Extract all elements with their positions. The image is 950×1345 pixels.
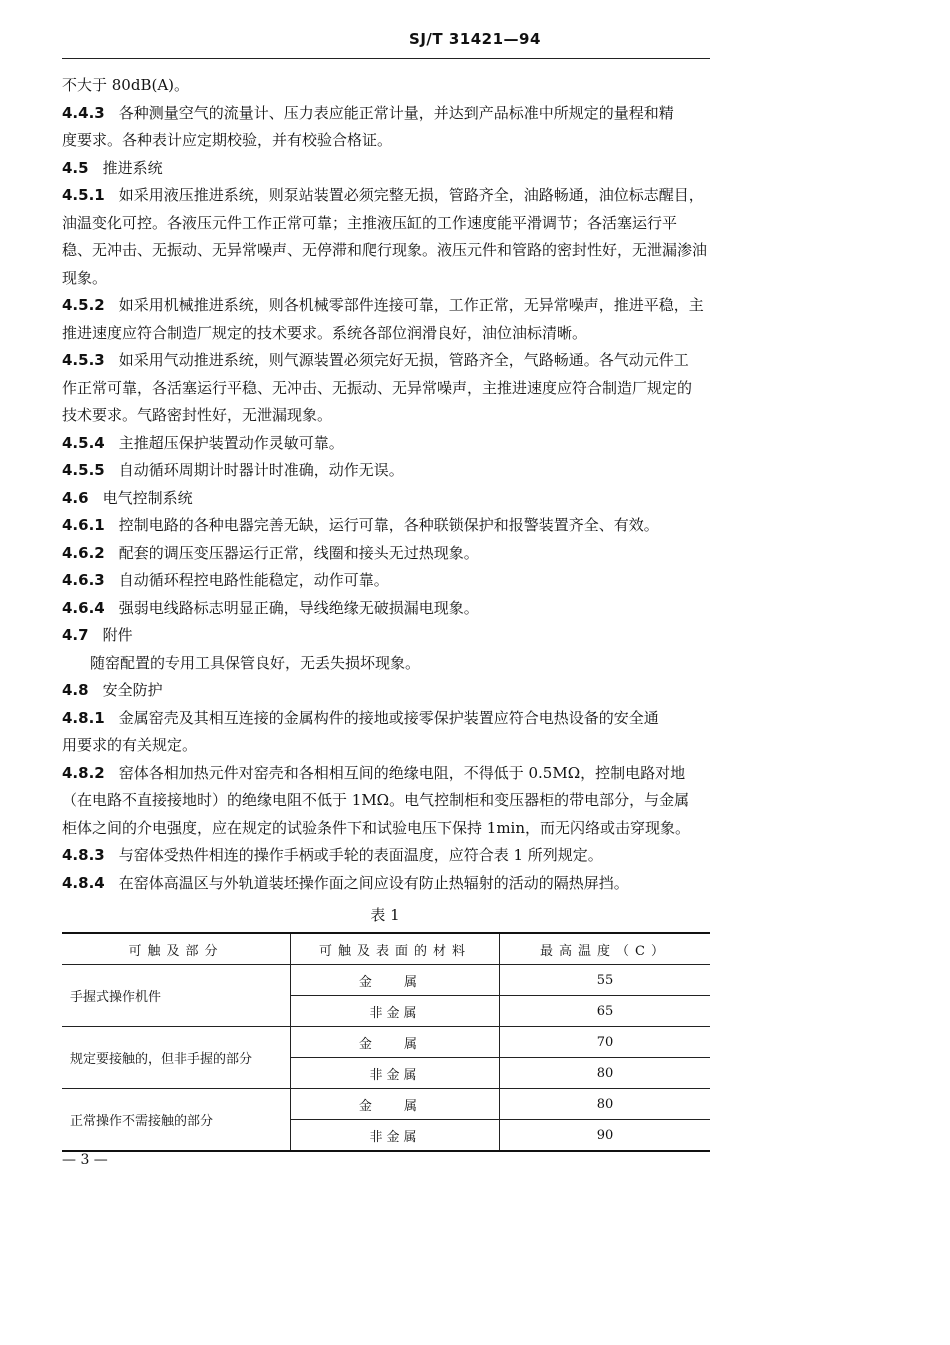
text-line [62, 567, 712, 595]
clause-number: 4.6.1 [62, 516, 105, 534]
clause-number: 4.5.2 [62, 296, 105, 314]
text-line [62, 485, 712, 513]
clause-text: 强弱电线路标志明显正确，导线绝缘无破损漏电现象。 [118, 598, 479, 617]
text-line [62, 815, 712, 843]
text-line [62, 760, 712, 788]
text-line [62, 705, 712, 733]
temperature-cell: 80 [500, 1058, 711, 1089]
clause-text: 不大于 80dB(A)。 [62, 76, 190, 94]
text-line [62, 347, 712, 375]
material-cell: 金 属 [291, 965, 500, 996]
clause-number: 4.5.4 [62, 433, 105, 452]
clause-text: 控制电路的各种电器完善无缺，运行可靠，各种联锁保护和报警装置齐全、有效。 [118, 516, 659, 534]
part-cell: 规定要接触的，但非手握的部分 [62, 1027, 291, 1089]
text-line [62, 265, 712, 293]
text-line [62, 292, 712, 320]
temperature-cell: 70 [500, 1027, 711, 1058]
clause-number: 4.8.1 [62, 708, 105, 727]
clause-text: 自动循环程控电路性能稳定，动作可靠。 [118, 571, 389, 589]
text-line [62, 72, 712, 100]
clause-text: 主推超压保护装置动作灵敏可靠。 [118, 433, 344, 452]
text-line [62, 732, 712, 760]
clause-text: 随窑配置的专用工具保管良好，无丢失损坏现象。 [90, 653, 421, 672]
clause-number: 4.5.5 [62, 461, 105, 479]
clause-number: 4.6.3 [62, 571, 105, 589]
table-row [62, 1027, 710, 1058]
clause-number: 4.7 [62, 626, 89, 644]
clause-text: 如采用气动推进系统，则气源装置必须完好无损，管路齐全，气路畅通。各气动元件工 [118, 351, 689, 369]
clause-text: 电气控制系统 [102, 488, 193, 507]
clause-text: 如采用液压推进系统，则泵站装置必须完整无损，管路齐全，油路畅通，油位标志醒目， [118, 186, 704, 204]
text-line [62, 100, 712, 128]
clause-text: 配套的调压变压器运行正常，线圈和接头无过热现象。 [118, 543, 479, 562]
clause-number: 4.5.3 [62, 351, 105, 369]
text-line [62, 155, 712, 183]
clause-text: 技术要求。气路密封性好，无泄漏现象。 [62, 406, 333, 424]
page-header: SJ/T 31421—94 [409, 30, 541, 48]
clause-text: （在电路不直接接地时）的绝缘电阻不低于 1MΩ。电气控制柜和变压器柜的带电部分，与金属 [62, 791, 690, 809]
clause-text: 窑体各相加热元件对窑壳和各相相互间的绝缘电阻，不得低于 0.5MΩ，控制电路对地 [118, 763, 686, 782]
clause-text: 安全防护 [102, 681, 163, 699]
clause-text: 现象。 [62, 268, 108, 287]
clause-number: 4.6.2 [62, 543, 105, 562]
text-line [62, 320, 712, 348]
text-line [62, 375, 712, 403]
clause-text: 在窑体高温区与外轨道装坯操作面之间应设有防止热辐射的活动的隔热屏挡。 [118, 873, 629, 892]
clause-text: 用要求的有关规定。 [62, 736, 198, 754]
clause-text: 如采用机械推进系统，则各机械零部件连接可靠，工作正常，无异常噪声，推进平稳，主 [118, 296, 704, 314]
part-cell: 手握式操作机件 [62, 965, 291, 1027]
clause-text: 推进速度应符合制造厂规定的技术要求。系统各部位润滑良好，油位油标清晰。 [62, 323, 588, 342]
text-line [62, 210, 712, 238]
text-line [62, 595, 712, 623]
text-line [62, 182, 712, 210]
text-line [62, 237, 712, 265]
clause-text: 各种测量空气的流量计、压力表应能正常计量，并达到产品标准中所规定的量程和精 [118, 103, 674, 122]
clause-text: 附件 [102, 626, 133, 644]
temperature-cell: 55 [500, 965, 711, 996]
header-rule [62, 58, 710, 59]
text-line [62, 512, 712, 540]
table-row [62, 965, 710, 996]
clause-text: 度要求。各种表计应定期校验，并有校验合格证。 [62, 131, 393, 149]
temperature-table [62, 932, 710, 1152]
text-line [62, 677, 712, 705]
text-line [62, 430, 712, 458]
clause-text: 作正常可靠，各活塞运行平稳、无冲击、无振动、无异常噪声，主推进速度应符合制造厂规定的 [62, 378, 693, 397]
text-line [62, 402, 712, 430]
table-caption: 表 1 [370, 906, 400, 924]
part-cell: 正常操作不需接触的部分 [62, 1089, 291, 1152]
clause-number: 4.6.4 [62, 598, 105, 617]
clause-text: 金属窑壳及其相互连接的金属构件的接地或接零保护装置应符合电热设备的安全通 [118, 708, 659, 727]
text-line [62, 540, 712, 568]
header-material: 可触及表面的材料 [291, 933, 500, 965]
material-cell: 非金属 [291, 1120, 500, 1152]
header-part: 可触及部分 [62, 933, 291, 965]
clause-number: 4.5 [62, 158, 89, 177]
material-cell: 非金属 [291, 996, 500, 1027]
clause-number: 4.6 [62, 488, 89, 507]
clause-text: 自动循环周期计时器计时准确，动作无误。 [118, 461, 404, 479]
clause-text: 油温变化可控。各液压元件工作正常可靠；主推液压缸的工作速度能平滑调节；各活塞运行平 [62, 213, 678, 232]
temperature-cell: 90 [500, 1120, 711, 1152]
document-body [62, 72, 712, 897]
clause-number: 4.8.2 [62, 763, 105, 782]
temperature-cell: 65 [500, 996, 711, 1027]
clause-text: 推进系统 [102, 158, 163, 177]
text-line [62, 842, 712, 870]
page-number: — 3 — [62, 1152, 108, 1168]
text-line [62, 622, 712, 650]
table-header-row [62, 933, 710, 965]
clause-number: 4.4.3 [62, 103, 105, 122]
clause-number: 4.5.1 [62, 186, 105, 204]
material-cell: 金 属 [291, 1027, 500, 1058]
text-line [62, 127, 712, 155]
table-row [62, 1089, 710, 1120]
clause-number: 4.8.3 [62, 846, 105, 864]
clause-text: 柜体之间的介电强度，应在规定的试验条件下和试验电压下保持 1min，而无闪络或击穿现象。 [62, 818, 690, 837]
temperature-cell: 80 [500, 1089, 711, 1120]
material-cell: 金 属 [291, 1089, 500, 1120]
header-temperature: 最高温度（C） [500, 933, 711, 965]
clause-text: 与窑体受热件相连的操作手柄或手轮的表面温度，应符合表 1 所列规定。 [118, 846, 603, 864]
clause-number: 4.8.4 [62, 873, 105, 892]
text-line [62, 870, 712, 898]
material-cell: 非金属 [291, 1058, 500, 1089]
text-line [62, 457, 712, 485]
clause-text: 稳、无冲击、无振动、无异常噪声、无停滞和爬行现象。液压元件和管路的密封性好，无泄漏渗油 [62, 241, 708, 259]
text-line [62, 787, 712, 815]
clause-number: 4.8 [62, 681, 89, 699]
text-line [62, 650, 712, 678]
